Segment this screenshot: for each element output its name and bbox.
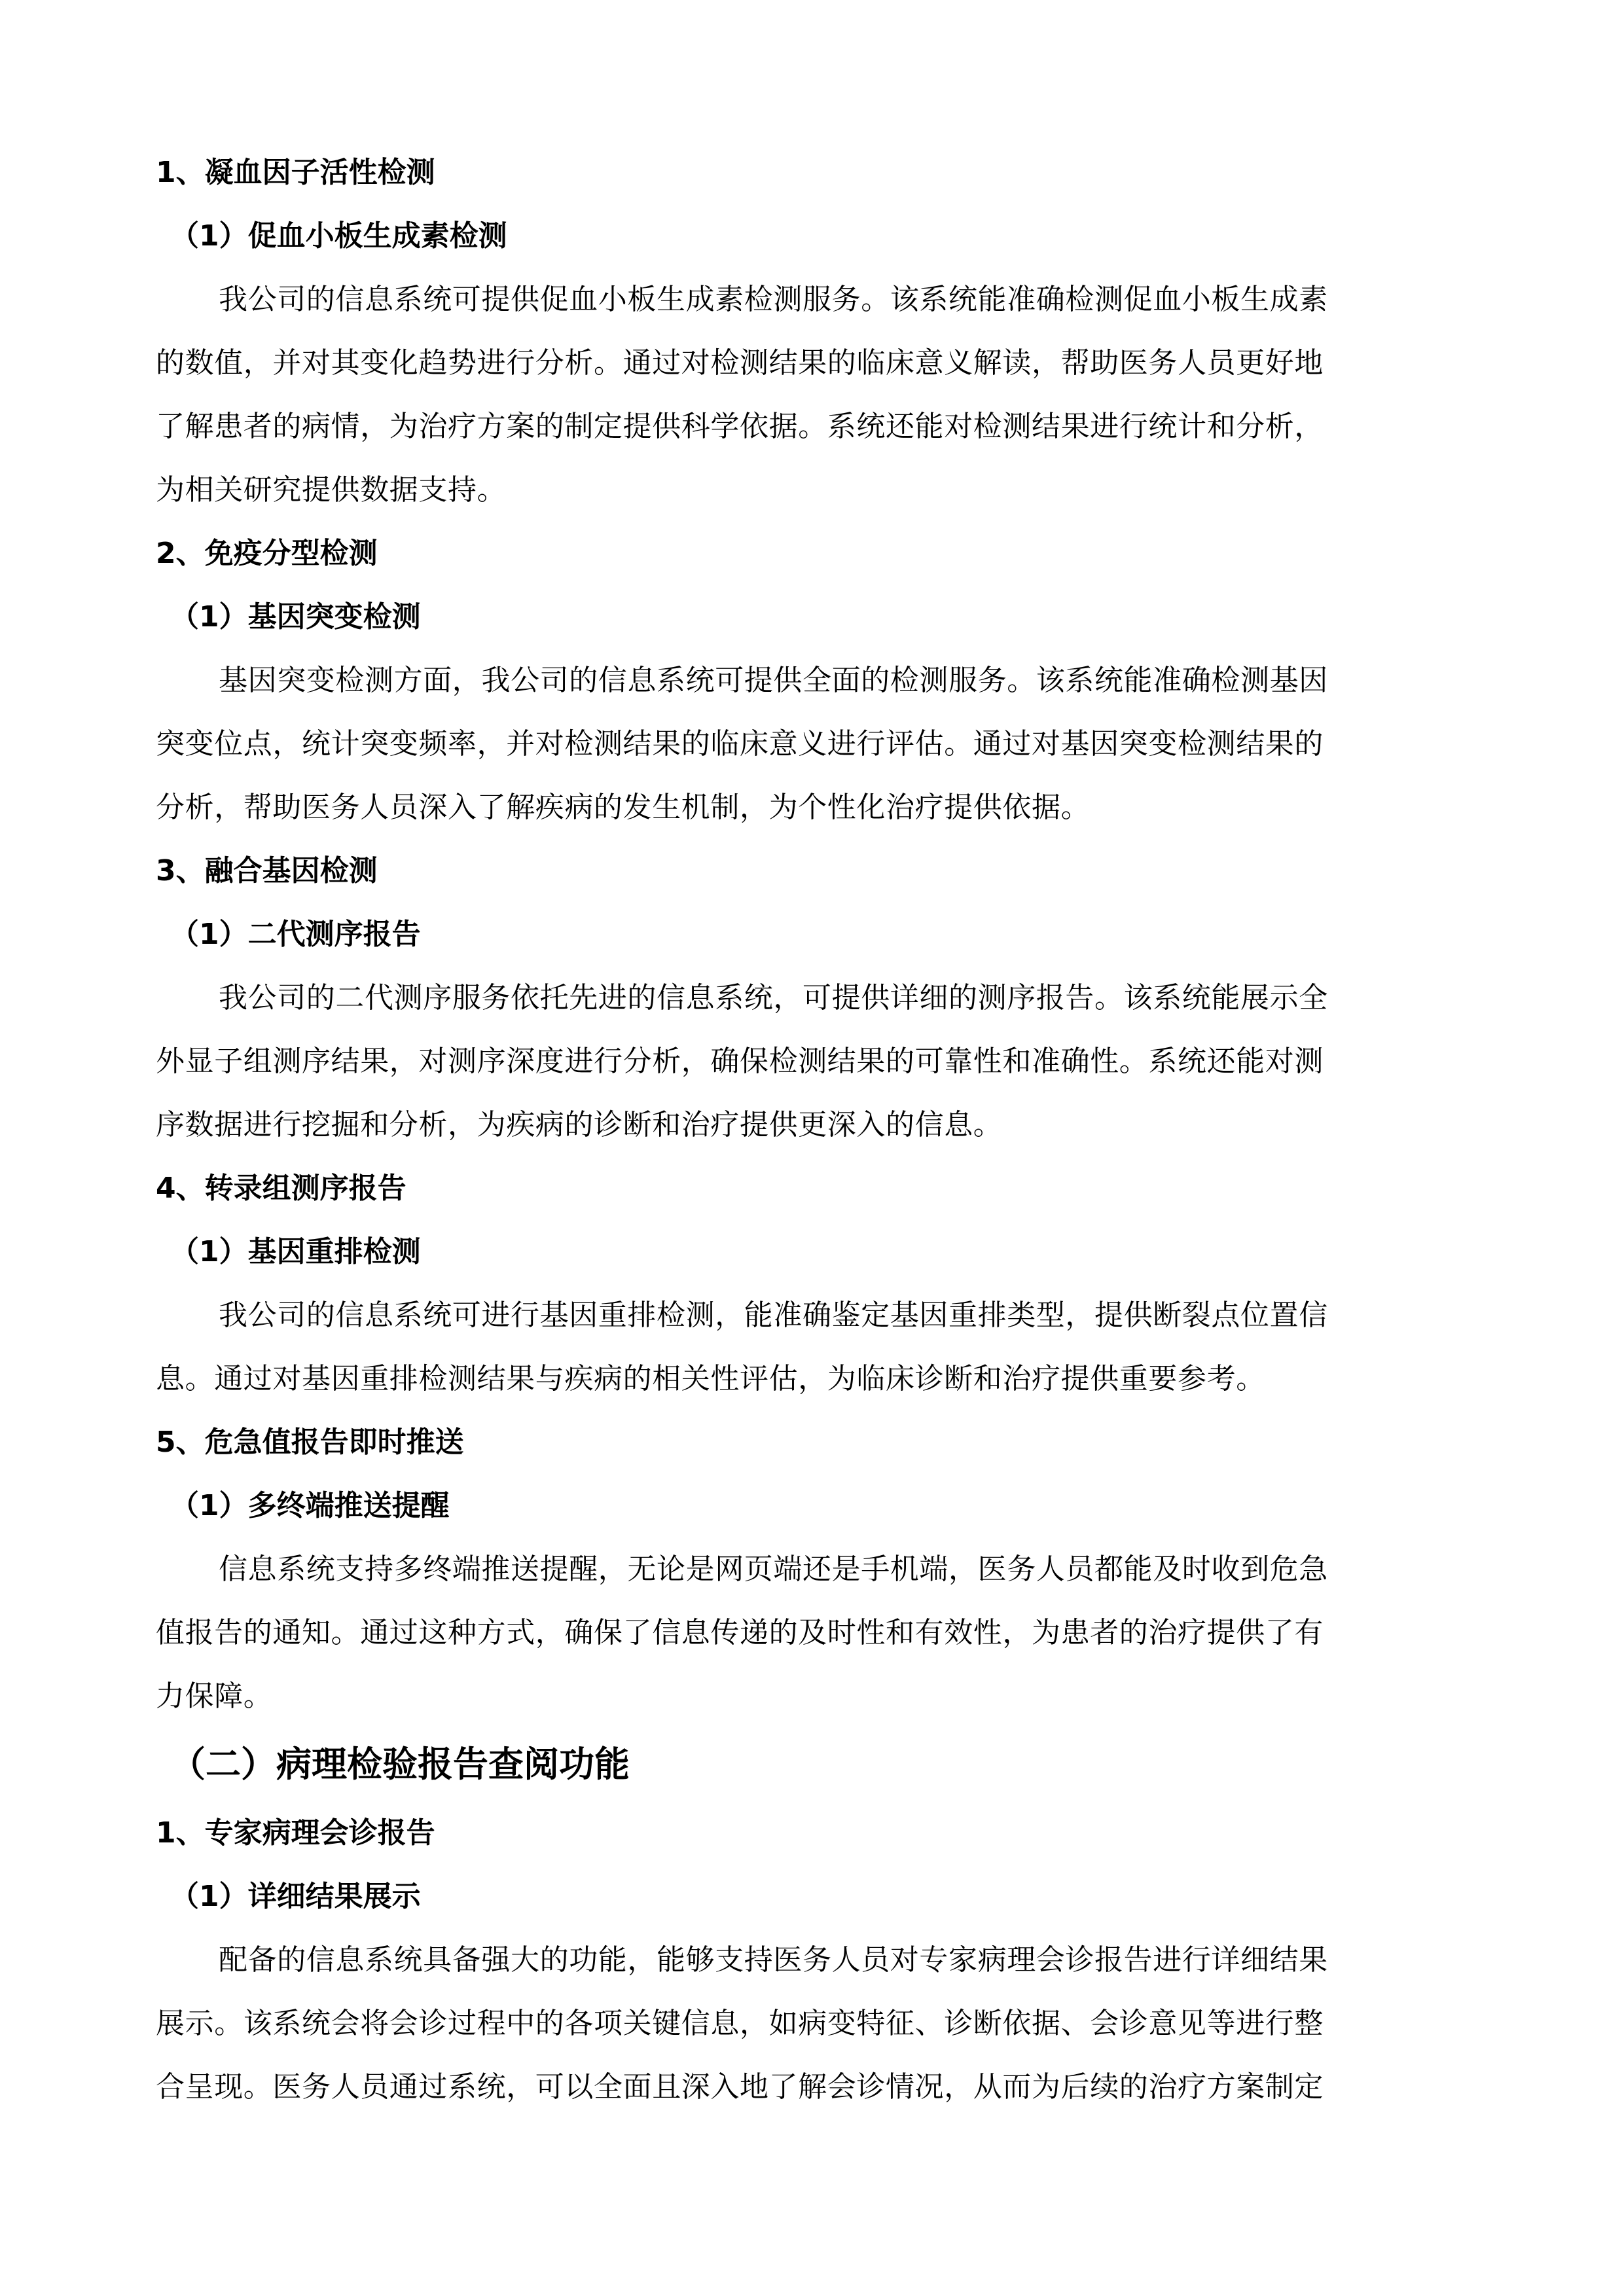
subsection-heading: （1）多终端推送提醒 <box>170 1489 450 1522</box>
paragraph <box>156 966 1468 1157</box>
paragraph-line: 我公司的信息系统可提供促血小板生成素检测服务。该系统能准确检测促血小板生成素 <box>219 283 1328 316</box>
paragraph-line: 值报告的通知。通过这种方式，确保了信息传递的及时性和有效性，为患者的治疗提供了有 <box>156 1616 1324 1649</box>
paragraph-line: 力保障。 <box>156 1679 273 1713</box>
paragraph-line: 息。通过对基因重排检测结果与疾病的相关性评估，为临床诊断和治疗提供重要参考。 <box>156 1362 1265 1395</box>
paragraph-line: 分析，帮助医务人员深入了解疾病的发生机制，为个性化治疗提供依据。 <box>156 791 1091 824</box>
paragraph-line: 合呈现。医务人员通过系统，可以全面且深入地了解会诊情况，从而为后续的治疗方案制定 <box>156 2070 1324 2104</box>
paragraph <box>156 649 1468 839</box>
paragraph-line: 信息系统支持多终端推送提醒，无论是网页端还是手机端，医务人员都能及时收到危急 <box>219 1552 1328 1586</box>
section-heading: 5、危急值报告即时推送 <box>156 1426 464 1459</box>
section-heading: 4、转录组测序报告 <box>156 1172 406 1205</box>
section-heading: 1、凝血因子活性检测 <box>156 156 435 189</box>
section-heading: 1、专家病理会诊报告 <box>156 1816 435 1850</box>
subsection-heading: （1）基因突变检测 <box>170 600 421 634</box>
paragraph-line: 展示。该系统会将会诊过程中的各项关键信息，如病变特征、诊断依据、会诊意见等进行整 <box>156 2007 1324 2040</box>
paragraph-line: 配备的信息系统具备强大的功能，能够支持医务人员对专家病理会诊报告进行详细结果 <box>219 1943 1328 1977</box>
subsection-heading: （1）二代测序报告 <box>170 918 421 951</box>
paragraph-line: 为相关研究提供数据支持。 <box>156 473 507 507</box>
subsection-heading: （1）详细结果展示 <box>170 1880 421 1913</box>
subsection-heading: （1）基因重排检测 <box>170 1235 421 1268</box>
paragraph-line: 我公司的二代测序服务依托先进的信息系统，可提供详细的测序报告。该系统能展示全 <box>219 981 1328 1014</box>
paragraph-line: 我公司的信息系统可进行基因重排检测，能准确鉴定基因重排类型，提供断裂点位置信 <box>219 1299 1328 1332</box>
paragraph-line: 序数据进行挖掘和分析，为疾病的诊断和治疗提供更深入的信息。 <box>156 1108 1003 1141</box>
paragraph-line: 外显子组测序结果，对测序深度进行分析，确保检测结果的可靠性和准确性。系统还能对测 <box>156 1045 1324 1078</box>
document-page <box>156 141 1468 2119</box>
section-heading: 3、融合基因检测 <box>156 854 378 888</box>
paragraph <box>156 1537 1468 1728</box>
chapter-title: （二）病理检验报告查阅功能 <box>170 1744 630 1785</box>
paragraph <box>156 1928 1468 2119</box>
paragraph-line: 的数值，并对其变化趋势进行分析。通过对检测结果的临床意义解读，帮助医务人员更好地 <box>156 346 1324 380</box>
paragraph <box>156 1283 1468 1410</box>
section-heading: 2、免疫分型检测 <box>156 537 378 570</box>
subsection-heading: （1）促血小板生成素检测 <box>170 219 507 253</box>
paragraph <box>156 268 1468 522</box>
paragraph-line: 突变位点，统计突变频率，并对检测结果的临床意义进行评估。通过对基因突变检测结果的 <box>156 727 1324 761</box>
paragraph-line: 基因突变检测方面，我公司的信息系统可提供全面的检测服务。该系统能准确检测基因 <box>219 664 1328 697</box>
paragraph-line: 了解患者的病情，为治疗方案的制定提供科学依据。系统还能对检测结果进行统计和分析， <box>156 410 1324 443</box>
